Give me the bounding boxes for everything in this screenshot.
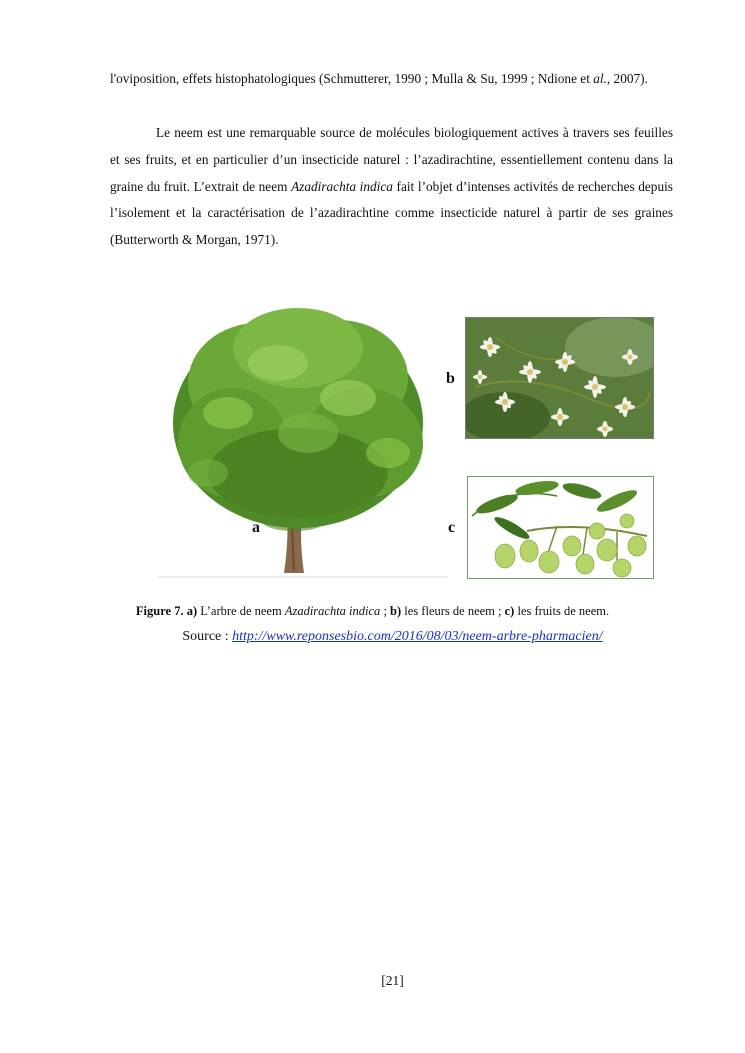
figure-label-c: c <box>448 519 456 536</box>
caption-a-label: a) <box>186 604 198 618</box>
body-paragraph-1 <box>110 66 673 93</box>
figure-caption <box>0 602 745 620</box>
page-number: [21] <box>381 973 404 988</box>
caption-text: les fruits de neem. <box>514 604 610 618</box>
source-prefix: Source : <box>182 629 233 644</box>
paragraph-text: Le neem est une remarquable source de molécules biologiquement actives à travers ses feuilles et ses fruits, et en particulier d’un insecticide naturel : l’azadirachtine, essentiellement contenu dans la graine du fruit. L’extrait de neem <box>110 125 673 194</box>
paragraph-text: fait l’objet d’intenses activités de recherches depuis l’isolement et la caractérisation de l’azadirachtine comme insecticide naturel à partir de ses graines (Butterworth & Morgan, 1971). <box>110 178 673 248</box>
figure-label-b: b <box>446 370 455 387</box>
neem-tree-image <box>158 303 448 581</box>
paragraph-text: , 2007). <box>606 71 648 86</box>
figure-7 <box>158 303 658 581</box>
caption-species: Azadirachta indica <box>284 604 381 618</box>
caption-separator: ; <box>380 604 391 618</box>
neem-flowers-image <box>465 317 654 439</box>
species-name: Azadirachta indica <box>291 178 393 194</box>
paragraph-text: l'oviposition, effets histophatologiques (Schmutterer, 1990 ; Mulla & Su, 1999 ; Ndione et <box>110 71 594 86</box>
caption-text: les fleurs de neem ; <box>401 604 505 618</box>
figure-source <box>0 628 745 646</box>
caption-b-label: b) <box>390 604 402 618</box>
neem-fruits-image <box>467 476 654 579</box>
caption-text: L’arbre de neem <box>197 604 285 618</box>
body-paragraph-2 <box>110 120 673 254</box>
italic-text: al. <box>593 71 607 86</box>
caption-c-label: c) <box>504 604 515 618</box>
source-link[interactable]: http://www.reponsesbio.com/2016/08/03/neem-arbre-pharmacien/ <box>232 629 603 644</box>
figure-label-a: a <box>252 519 260 536</box>
figure-number: Figure 7. <box>135 604 184 618</box>
